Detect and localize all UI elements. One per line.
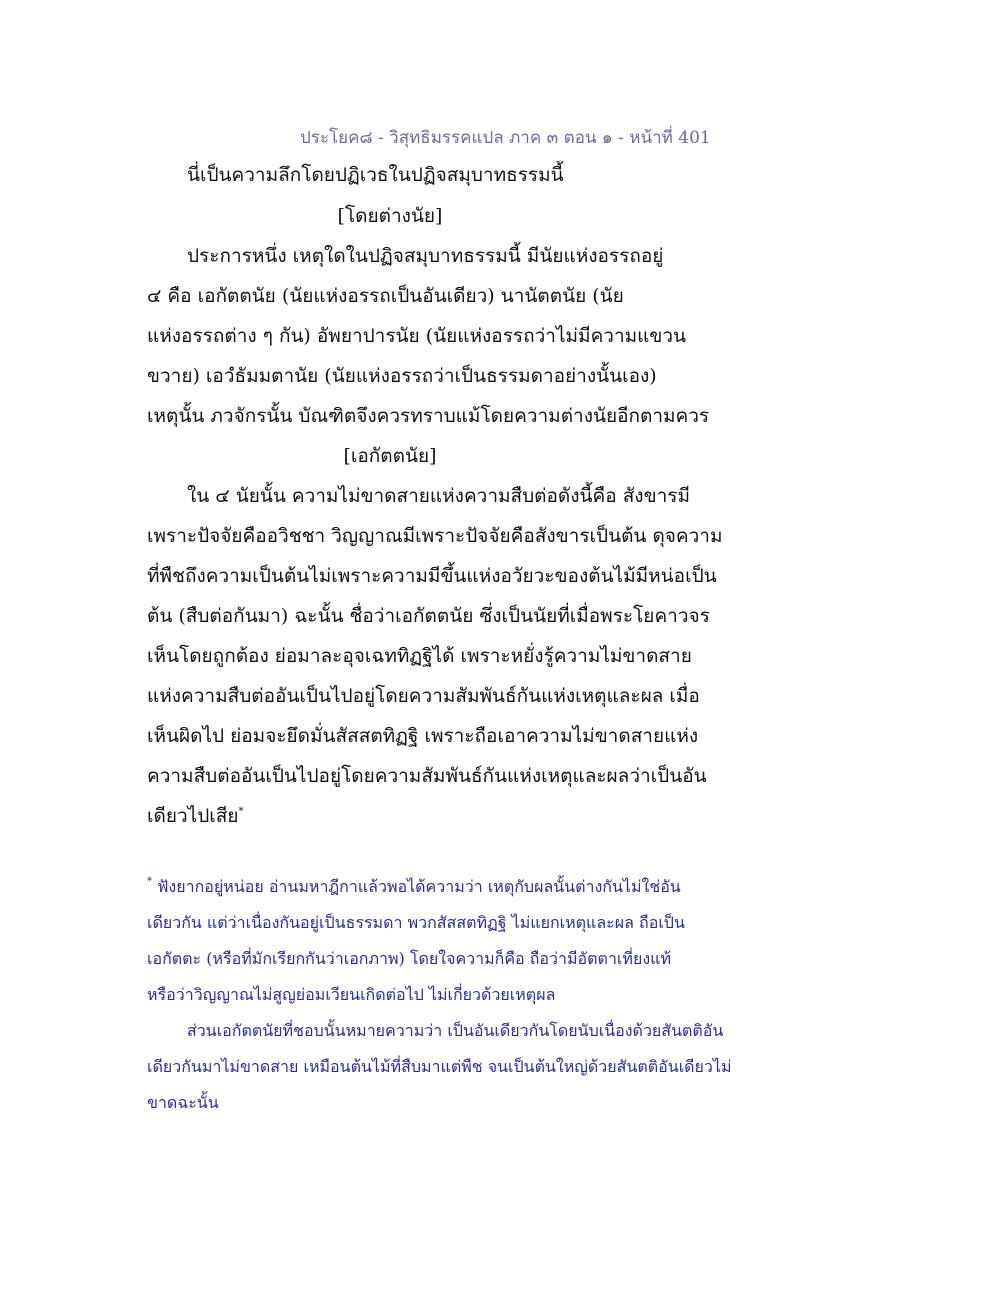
footnote-line: เอกัตตะ (หรือที่มักเรียกกันว่าเอกภาพ) โดยใจความก็คือ ถือว่ามีอัตตาเที่ยงแท้ xyxy=(147,949,671,968)
paragraph-line: ความสืบต่ออันเป็นไปอยู่โดยความสัมพันธ์กันแห่งเหตุและผลว่าเป็นอัน xyxy=(147,765,707,787)
paragraph-line: เห็นโดยถูกต้อง ย่อมาละอุจเฉททิฏฐิได้ เพราะหยั่งรู้ความไม่ขาดสาย xyxy=(147,645,692,667)
footnote-line: หรือว่าวิญญาณไม่สูญย่อมเวียนเกิดต่อไป ไม่เกี่ยวด้วยเหตุผล xyxy=(147,985,556,1004)
paragraph-line: เพราะปัจจัยคืออวิชชา วิญญาณมีเพราะปัจจัยคือสังขารเป็นต้น ดุจความ xyxy=(147,525,723,547)
paragraph-line: นี่เป็นความลึกโดยปฏิเวธในปฏิจสมุบาทธรรมนี้ xyxy=(187,164,564,186)
paragraph-line: ที่พืชถึงความเป็นต้นไม่เพราะความมีขึ้นแห่งอวัยวะของต้นไม้มีหน่อเป็น xyxy=(147,565,717,587)
paragraph-line: ต้น (สืบต่อกันมา) ฉะนั้น ชื่อว่าเอกัตตนัย ซึ่งเป็นนัยที่เมื่อพระโยคาวจร xyxy=(147,605,710,627)
footnote-marker: * xyxy=(147,876,152,887)
paragraph-line-text: เดียวไปเสีย xyxy=(147,805,239,827)
paragraph-line: ใน ๔ นัยนั้น ความไม่ขาดสายแห่งความสืบต่อดังนี้คือ สังขารมี xyxy=(187,485,690,507)
paragraph-line: ๔ คือ เอกัตตนัย (นัยแห่งอรรถเป็นอันเดียว) นานัตตนัย (นัย xyxy=(147,285,624,307)
footnote-text: ฟังยากอยู่หน่อย อ่านมหาฎีกาแล้วพอได้ความว่า เหตุกับผลนั้นต่างกันไม่ใช่อัน xyxy=(157,877,681,896)
section-heading: [เอกัตตนัย] xyxy=(343,445,437,467)
paragraph-line: ประการหนึ่ง เหตุใดในปฏิจสมุบาทธรรมนี้ มีนัยแห่งอรรถอยู่ xyxy=(187,245,664,267)
footnote-line xyxy=(147,875,681,900)
section-heading: [โดยต่างนัย] xyxy=(337,205,443,227)
footnote-reference[interactable]: * xyxy=(238,806,244,817)
paragraph-last-line xyxy=(147,801,243,831)
paragraph-line: แห่งความสืบต่ออันเป็นไปอยู่โดยความสัมพันธ์กันแห่งเหตุและผล เมื่อ xyxy=(147,685,700,707)
paragraph-line: เหตุนั้น ภวจักรนั้น บัณฑิตจึงควรทราบแม้โดยความต่างนัยอีกตามควร xyxy=(147,405,710,427)
paragraph-line: แห่งอรรถต่าง ๆ กัน) อัพยาปารนัย (นัยแห่งอรรถว่าไม่มีความแขวน xyxy=(147,325,687,347)
footnote-line: เดียวกันมาไม่ขาดสาย เหมือนต้นไม้ที่สืบมาแต่พืช จนเป็นต้นใหญ่ด้วยสันตติอันเดียวไม่ xyxy=(147,1057,732,1076)
paragraph-line: ขวาย) เอวํธัมมตานัย (นัยแห่งอรรถว่าเป็นธรรมดาอย่างนั้นเอง) xyxy=(147,365,657,387)
footnote-line: ขาดฉะนั้น xyxy=(147,1093,219,1112)
page-header: ประโยค๘ - วิสุทธิมรรคแปล ภาค ๓ ตอน ๑ - หน้าที่ 401 xyxy=(300,128,711,148)
paragraph-line: เห็นผิดไป ย่อมจะยึดมั่นสัสสตทิฏฐิ เพราะถือเอาความไม่ขาดสายแห่ง xyxy=(147,725,699,747)
footnote-line: เดียวกัน แต่ว่าเนื่องกันอยู่เป็นธรรมดา พวกสัสสตทิฏฐิ ไม่แยกเหตุและผล ถือเป็น xyxy=(147,913,685,932)
footnote-line: ส่วนเอกัตตนัยที่ชอบนั้นหมายความว่า เป็นอันเดียวกันโดยนับเนื่องด้วยสันตติอัน xyxy=(187,1021,724,1040)
